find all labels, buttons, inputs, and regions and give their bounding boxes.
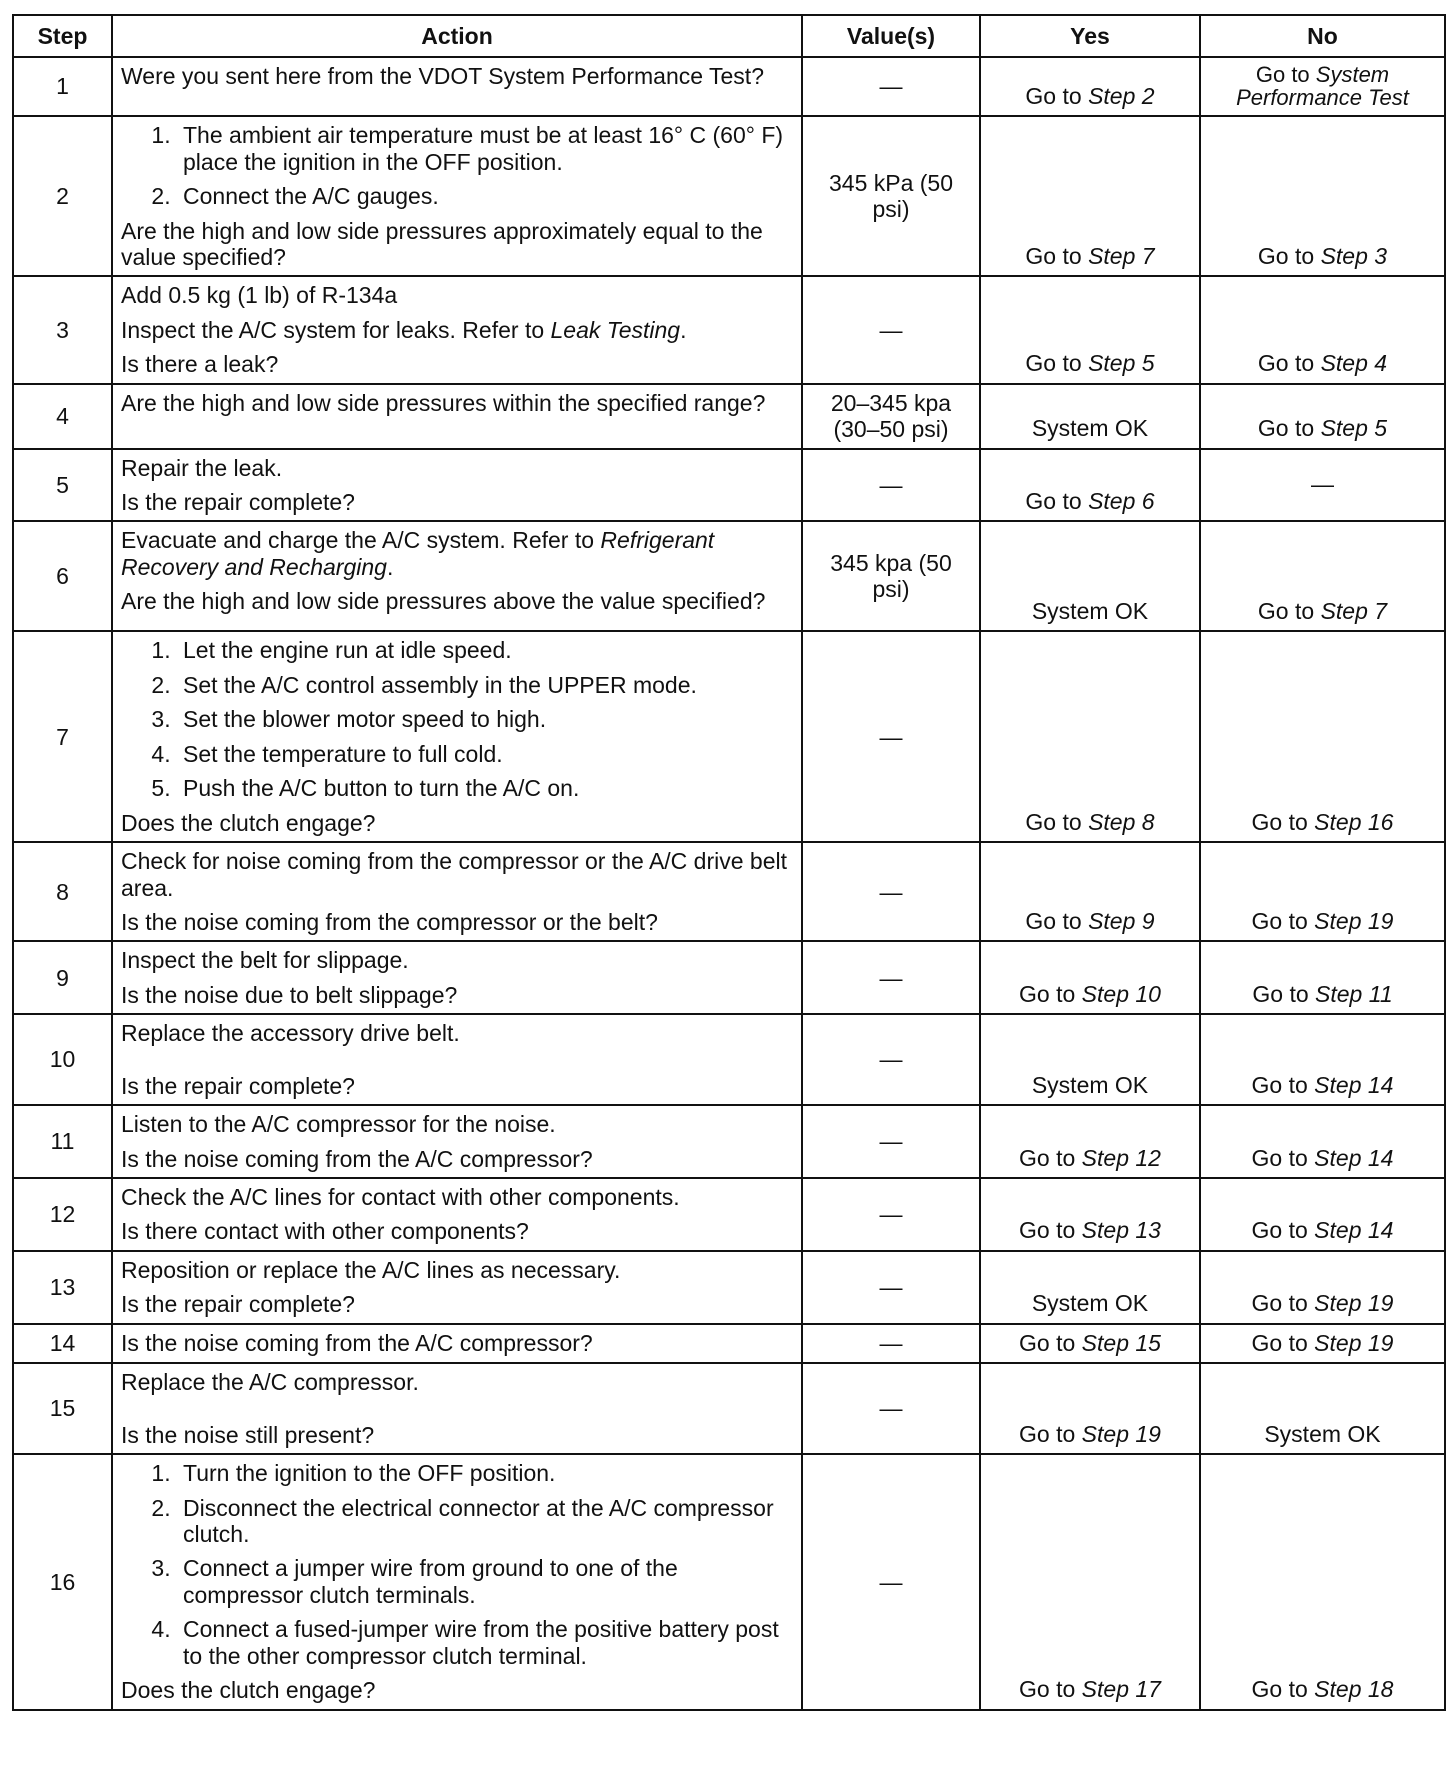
value-cell: — bbox=[802, 842, 980, 941]
no-cell bbox=[1200, 449, 1445, 522]
step-number: 3 bbox=[13, 276, 112, 383]
no-cell bbox=[1200, 1324, 1445, 1363]
table-row bbox=[13, 1105, 1445, 1178]
action-cell bbox=[112, 57, 802, 116]
action-cell bbox=[112, 1014, 802, 1105]
yes-cell bbox=[980, 521, 1200, 631]
answer-prefix: Go to bbox=[1025, 488, 1089, 514]
action-cell bbox=[112, 941, 802, 1014]
answer-prefix: Go to bbox=[1025, 907, 1089, 934]
answer-text: System OK bbox=[1031, 415, 1149, 442]
action-text bbox=[121, 317, 793, 343]
action-cell bbox=[112, 276, 802, 383]
no-cell bbox=[1200, 1251, 1445, 1324]
answer-prefix: Go to bbox=[1251, 1071, 1315, 1098]
answer-target: Step 12 bbox=[1081, 1144, 1161, 1171]
yes-cell bbox=[980, 1454, 1200, 1710]
answer-prefix: Go to bbox=[1025, 808, 1089, 835]
answer-prefix: Go to bbox=[1255, 62, 1316, 87]
action-step: 1. Let the engine run at idle speed. bbox=[177, 637, 793, 663]
table-row bbox=[13, 276, 1445, 383]
action-step: 5. Push the A/C button to turn the A/C on. bbox=[177, 775, 793, 801]
value-cell: — bbox=[802, 941, 980, 1014]
action-text: Check the A/C lines for contact with other components. bbox=[121, 1184, 680, 1210]
value-cell: 345 kPa (50 psi) bbox=[802, 116, 980, 276]
answer-text: System OK bbox=[1031, 1290, 1149, 1317]
answer-prefix: Go to bbox=[1025, 350, 1089, 377]
step-number: 4 bbox=[13, 384, 112, 449]
action-question: Does the clutch engage? bbox=[121, 1677, 376, 1704]
answer-target: Step 11 bbox=[1315, 980, 1393, 1007]
value-cell: 20–345 kpa (30–50 psi) bbox=[802, 384, 980, 449]
answer-target: Step 6 bbox=[1088, 488, 1155, 514]
value-cell: — bbox=[802, 1324, 980, 1363]
answer-target: Refrigerant Recovery and Recharging bbox=[121, 527, 715, 580]
no-cell bbox=[1200, 631, 1445, 842]
answer-prefix: Inspect the A/C system for leaks. Refer to bbox=[121, 316, 551, 343]
no-cell bbox=[1200, 116, 1445, 276]
no-cell bbox=[1200, 1105, 1445, 1178]
step-number: 1 bbox=[13, 57, 112, 116]
header-values: Value(s) bbox=[802, 15, 980, 57]
step-number: 13 bbox=[13, 1251, 112, 1324]
no-cell bbox=[1200, 1178, 1445, 1251]
action-question: Is the repair complete? bbox=[121, 1291, 355, 1318]
answer-prefix: Go to bbox=[1252, 980, 1316, 1007]
text-suffix: . bbox=[386, 553, 394, 580]
table-row bbox=[13, 1454, 1445, 1710]
table-row bbox=[13, 57, 1445, 116]
no-cell bbox=[1200, 1454, 1445, 1710]
action-cell bbox=[112, 449, 802, 522]
action-text: Check for noise coming from the compressor or the A/C drive belt area. bbox=[121, 848, 788, 901]
yes-cell bbox=[980, 1178, 1200, 1251]
answer-target: Step 5 bbox=[1320, 415, 1388, 442]
action-question: Is the noise coming from the A/C compressor? bbox=[121, 1145, 593, 1172]
yes-cell bbox=[980, 1105, 1200, 1178]
step-number: 8 bbox=[13, 842, 112, 941]
answer-prefix: Go to bbox=[1251, 1676, 1315, 1703]
action-question: Is the noise coming from the A/C compressor? bbox=[121, 1329, 593, 1356]
action-step: 2. Disconnect the electrical connector at the A/C compressor clutch. bbox=[177, 1495, 793, 1548]
table-row bbox=[13, 1363, 1445, 1454]
action-cell bbox=[112, 521, 802, 631]
value-cell: — bbox=[802, 276, 980, 383]
no-cell bbox=[1200, 384, 1445, 449]
answer-target: Step 7 bbox=[1320, 598, 1388, 624]
action-question: Is there contact with other components? bbox=[121, 1218, 529, 1245]
yes-cell bbox=[980, 1251, 1200, 1324]
action-cell bbox=[112, 1324, 802, 1363]
action-cell bbox=[112, 116, 802, 276]
action-cell bbox=[112, 384, 802, 449]
step-number: 16 bbox=[13, 1454, 112, 1710]
yes-cell bbox=[980, 1324, 1200, 1363]
action-cell bbox=[112, 842, 802, 941]
answer-prefix: Evacuate and charge the A/C system. Refer to bbox=[121, 527, 601, 554]
answer-target: Step 17 bbox=[1081, 1676, 1161, 1703]
answer-prefix: Go to bbox=[1251, 907, 1315, 934]
action-question: Are the high and low side pressures above the value specified? bbox=[121, 588, 766, 615]
yes-cell bbox=[980, 1014, 1200, 1105]
diagnostic-table-sheet bbox=[12, 14, 1444, 1711]
answer-target: Step 15 bbox=[1081, 1329, 1161, 1356]
action-cell bbox=[112, 1363, 802, 1454]
answer-prefix: Go to bbox=[1257, 415, 1321, 442]
action-text: Are the high and low side pressures within the specified range? bbox=[121, 389, 766, 416]
yes-cell bbox=[980, 276, 1200, 383]
table-row bbox=[13, 449, 1445, 522]
action-question: Is the repair complete? bbox=[121, 489, 355, 515]
answer-prefix: Go to bbox=[1251, 808, 1315, 835]
table-row bbox=[13, 1324, 1445, 1363]
action-cell bbox=[112, 1105, 802, 1178]
step-number: 7 bbox=[13, 631, 112, 842]
no-cell bbox=[1200, 521, 1445, 631]
action-steps-list bbox=[121, 122, 793, 209]
action-text: Inspect the belt for slippage. bbox=[121, 947, 409, 974]
step-number: 5 bbox=[13, 449, 112, 522]
answer-prefix: Go to bbox=[1019, 1329, 1082, 1356]
answer-target: Step 3 bbox=[1320, 242, 1388, 269]
value-cell: — bbox=[802, 1178, 980, 1251]
action-question: Is the noise still present? bbox=[121, 1421, 375, 1448]
answer-prefix: Go to bbox=[1025, 242, 1089, 269]
table-row bbox=[13, 1178, 1445, 1251]
answer-prefix: Go to bbox=[1019, 1676, 1082, 1703]
answer-target: Step 18 bbox=[1314, 1676, 1394, 1703]
action-cell bbox=[112, 1178, 802, 1251]
table-row bbox=[13, 116, 1445, 276]
answer-target: Step 7 bbox=[1088, 242, 1155, 269]
table-row bbox=[13, 521, 1445, 631]
yes-cell bbox=[980, 631, 1200, 842]
yes-cell bbox=[980, 842, 1200, 941]
answer-target: Step 8 bbox=[1088, 808, 1155, 835]
value-cell: — bbox=[802, 1014, 980, 1105]
table-row bbox=[13, 842, 1445, 941]
answer-target: Step 14 bbox=[1314, 1071, 1394, 1098]
diagnostic-table bbox=[12, 14, 1446, 1711]
no-cell bbox=[1200, 1014, 1445, 1105]
answer-prefix: Go to bbox=[1251, 1329, 1315, 1356]
action-question: Is there a leak? bbox=[121, 351, 279, 378]
value-cell: — bbox=[802, 1454, 980, 1710]
answer-target: Leak Testing bbox=[550, 316, 681, 343]
step-number: 14 bbox=[13, 1324, 112, 1363]
answer-target: Step 16 bbox=[1314, 808, 1394, 835]
answer-prefix: Go to bbox=[1251, 1217, 1315, 1244]
step-number: 9 bbox=[13, 941, 112, 1014]
action-text: Were you sent here from the VDOT System Performance Test? bbox=[121, 63, 764, 89]
answer-target: Step 5 bbox=[1088, 350, 1155, 377]
action-cell bbox=[112, 1251, 802, 1324]
answer-target: Step 10 bbox=[1081, 980, 1161, 1007]
action-question: Is the noise coming from the compressor or the belt? bbox=[121, 908, 658, 935]
no-cell bbox=[1200, 842, 1445, 941]
answer-target: Step 19 bbox=[1314, 907, 1394, 934]
value-cell: — bbox=[802, 1363, 980, 1454]
table-row bbox=[13, 941, 1445, 1014]
action-question: Does the clutch engage? bbox=[121, 809, 376, 836]
header-no: No bbox=[1200, 15, 1445, 57]
answer-prefix: Go to bbox=[1019, 1217, 1082, 1244]
answer-target: Step 19 bbox=[1314, 1329, 1394, 1356]
answer-text: System OK bbox=[1031, 598, 1149, 624]
table-row bbox=[13, 1014, 1445, 1105]
answer-text: — bbox=[1311, 471, 1334, 498]
yes-cell bbox=[980, 57, 1200, 116]
value-cell: — bbox=[802, 631, 980, 842]
action-text: Add 0.5 kg (1 lb) of R-134a bbox=[121, 282, 398, 309]
answer-target: Step 2 bbox=[1088, 82, 1155, 109]
header-action: Action bbox=[112, 15, 802, 57]
action-step: 2. Connect the A/C gauges. bbox=[177, 183, 793, 209]
answer-target: Step 9 bbox=[1088, 907, 1155, 934]
step-number: 10 bbox=[13, 1014, 112, 1105]
action-step: 4. Connect a fused-jumper wire from the positive battery post to the other compressor clutch terminal. bbox=[177, 1616, 793, 1669]
action-cell bbox=[112, 631, 802, 842]
header-yes: Yes bbox=[980, 15, 1200, 57]
yes-cell bbox=[980, 449, 1200, 522]
answer-prefix: Go to bbox=[1251, 1144, 1315, 1171]
action-text bbox=[121, 527, 793, 580]
answer-target: Step 13 bbox=[1081, 1217, 1161, 1244]
answer-text: System OK bbox=[1031, 1071, 1149, 1098]
answer-prefix: Go to bbox=[1257, 598, 1321, 624]
answer-prefix: Go to bbox=[1257, 242, 1321, 269]
yes-cell bbox=[980, 941, 1200, 1014]
action-step: 1. The ambient air temperature must be at least 16° C (60° F) place the ignition in the OFF position. bbox=[177, 122, 793, 175]
step-number: 11 bbox=[13, 1105, 112, 1178]
step-number: 12 bbox=[13, 1178, 112, 1251]
action-cell bbox=[112, 1454, 802, 1710]
step-number: 15 bbox=[13, 1363, 112, 1454]
no-cell bbox=[1200, 57, 1445, 116]
answer-target: Step 14 bbox=[1314, 1217, 1394, 1244]
action-step: 1. Turn the ignition to the OFF position. bbox=[177, 1460, 793, 1486]
answer-prefix: Go to bbox=[1251, 1290, 1315, 1317]
action-question: Is the noise due to belt slippage? bbox=[121, 981, 458, 1008]
answer-target: Step 19 bbox=[1314, 1290, 1394, 1317]
answer-prefix: Go to bbox=[1019, 1144, 1082, 1171]
action-steps-list bbox=[121, 637, 793, 801]
action-step: 2. Set the A/C control assembly in the UPPER mode. bbox=[177, 672, 793, 698]
answer-prefix: Go to bbox=[1025, 82, 1089, 109]
text-suffix: . bbox=[680, 316, 687, 343]
action-text: Repair the leak. bbox=[121, 454, 283, 481]
action-text: Listen to the A/C compressor for the noise. bbox=[121, 1111, 556, 1138]
answer-target: Step 4 bbox=[1320, 350, 1388, 377]
answer-target: Step 14 bbox=[1314, 1144, 1394, 1171]
answer-target: Step 19 bbox=[1081, 1420, 1161, 1447]
value-cell: — bbox=[802, 1105, 980, 1178]
step-number: 6 bbox=[13, 521, 112, 631]
table-row bbox=[13, 631, 1445, 842]
value-cell: — bbox=[802, 1251, 980, 1324]
action-question: Is the repair complete? bbox=[121, 1072, 355, 1099]
answer-prefix: Go to bbox=[1019, 980, 1082, 1007]
table-body bbox=[13, 57, 1445, 1710]
answer-text: System OK bbox=[1264, 1420, 1381, 1447]
yes-cell bbox=[980, 384, 1200, 449]
value-cell: — bbox=[802, 449, 980, 522]
answer-prefix: Go to bbox=[1257, 350, 1321, 377]
table-row bbox=[13, 384, 1445, 449]
answer-target: System Performance Test bbox=[1236, 62, 1409, 111]
action-question: Are the high and low side pressures approximately equal to the value specified? bbox=[121, 217, 763, 270]
no-cell bbox=[1200, 941, 1445, 1014]
header-row bbox=[13, 15, 1445, 57]
step-number: 2 bbox=[13, 116, 112, 276]
action-text: Replace the accessory drive belt. bbox=[121, 1020, 460, 1047]
action-step: 3. Connect a jumper wire from ground to one of the compressor clutch terminals. bbox=[177, 1555, 793, 1608]
header-step: Step bbox=[13, 15, 112, 57]
no-cell bbox=[1200, 276, 1445, 383]
action-steps-list bbox=[121, 1460, 793, 1669]
action-step: 4. Set the temperature to full cold. bbox=[177, 741, 793, 767]
value-cell: — bbox=[802, 57, 980, 116]
value-cell: 345 kpa (50 psi) bbox=[802, 521, 980, 631]
table-row bbox=[13, 1251, 1445, 1324]
action-text: Replace the A/C compressor. bbox=[121, 1369, 419, 1396]
action-step: 3. Set the blower motor speed to high. bbox=[177, 706, 793, 732]
answer-prefix: Go to bbox=[1019, 1420, 1082, 1447]
action-text: Reposition or replace the A/C lines as necessary. bbox=[121, 1256, 621, 1283]
no-cell bbox=[1200, 1363, 1445, 1454]
yes-cell bbox=[980, 1363, 1200, 1454]
yes-cell bbox=[980, 116, 1200, 276]
